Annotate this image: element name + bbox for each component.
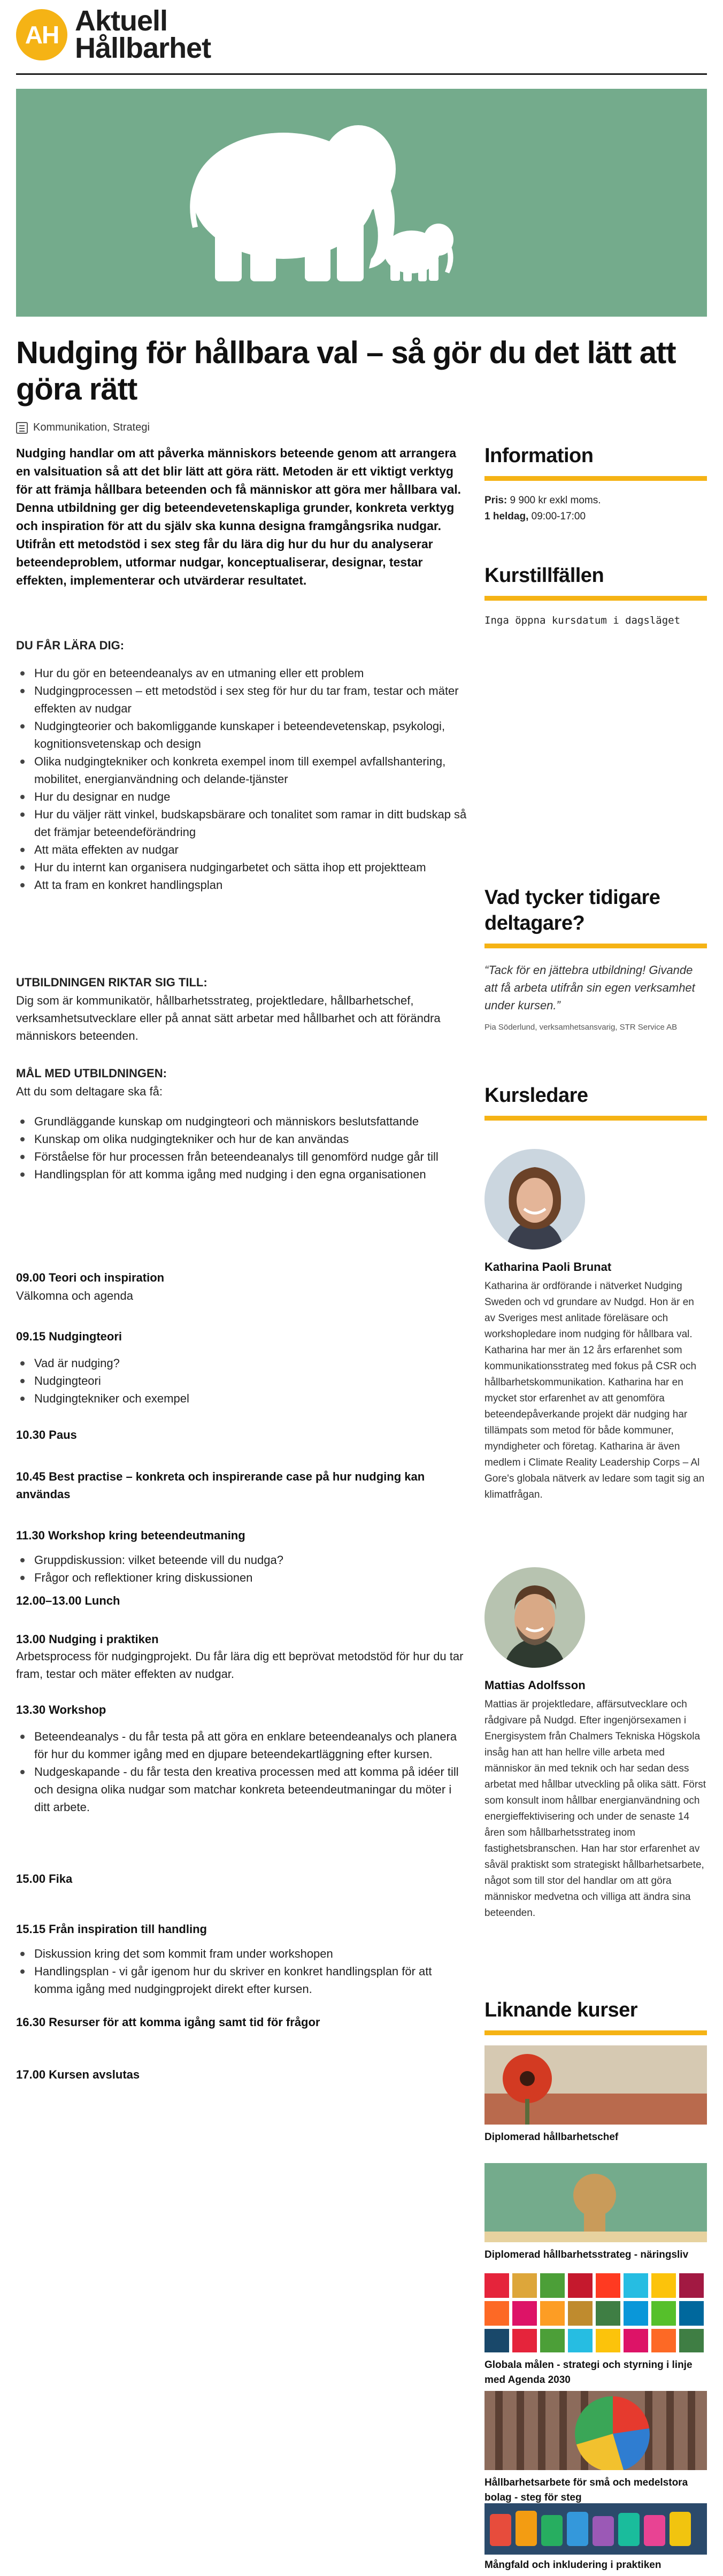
audience-heading: UTBILDNINGEN RIKTAR SIG TILL: (16, 976, 207, 989)
info-box (484, 443, 707, 525)
course-name[interactable]: Diplomerad hållbarhetschef (484, 2132, 619, 2143)
accent-bar (484, 2030, 707, 2035)
list-item: Vad är nudging? (34, 1354, 468, 1372)
list-item: Frågor och reflektioner kring diskussionen (34, 1569, 468, 1586)
course-thumbnail (484, 2273, 707, 2352)
hero-image (16, 89, 707, 317)
schedule-heading: 09.00 Teori och inspiration (16, 1271, 165, 1284)
list-item: Diskussion kring det som kommit fram under workshopen (34, 1945, 468, 1962)
course-thumbnail (484, 2391, 707, 2470)
page-title: Nudging för hållbara val – så gör du det lätt att göra rätt (16, 335, 676, 407)
list-item: Gruppdiskussion: vilket beteende vill du nudga? (34, 1551, 468, 1569)
learn-list (34, 664, 468, 894)
related-heading: Liknande kurser (484, 1999, 638, 2021)
elephants-illustration (16, 89, 707, 317)
category-links[interactable]: Kommunikation, Strategi (33, 421, 150, 433)
list-item: Hur du internt kan organisera nudgingarbetet och sätta ihop ett projektteam (34, 858, 468, 876)
schedule-heading: 15.00 Fika (16, 1872, 73, 1885)
course-thumbnail (484, 2503, 707, 2555)
list-item: Nudgingtekniker och exempel (34, 1390, 468, 1407)
dates-text: Inga öppna kursdatum i dagsläget (484, 615, 681, 626)
course-name[interactable]: Mångfald och inkludering i praktiken (484, 2559, 662, 2571)
info-heading: Information (484, 444, 594, 467)
schedule-heading: 13.30 Workshop (16, 1703, 106, 1716)
course-thumbnail (484, 2045, 707, 2125)
list-item: Beteendeanalys - du får testa på att göra en enklare beteendeanalys och planera för hur du kommer igång med en djupare beteendekartläggning efter kursen. (34, 1728, 468, 1763)
duration-line (484, 509, 707, 525)
category-tags (16, 421, 150, 434)
price-value: 9 900 kr exkl moms. (510, 495, 601, 506)
site-logo[interactable] (16, 7, 211, 63)
related-course-card[interactable] (484, 2163, 707, 2263)
avatar (484, 1567, 585, 1668)
schedule-heading: 10.30 Paus (16, 1428, 77, 1442)
review-quote: “Tack för en jättebra utbildning! Givande att få arbeta utifrån sin egen verksamhet under kursen.” (484, 963, 695, 1012)
list-item: Nudgeskapande - du får testa den kreativa processen med att komma på idéer till och designa olika nudgar som matchar konkreta beteendeutmaningar du möter i ditt arbete. (34, 1763, 468, 1816)
goals-lead: Att du som deltagare ska få: (16, 1085, 163, 1098)
list-item: Handlingsplan - vi går igenom hur du skriver en konkret handlingsplan för att komma igång med nudgingprojekt direkt efter kursen. (34, 1962, 468, 1998)
price-label: Pris: (484, 495, 507, 506)
schedule-text: Välkomna och agenda (16, 1289, 133, 1302)
teacher-name: Katharina Paoli Brunat (484, 1260, 612, 1274)
teacher-card (484, 1567, 707, 1921)
accent-bar (484, 1116, 707, 1121)
related-course-card[interactable] (484, 2391, 707, 2505)
accent-bar (484, 944, 707, 948)
big-elephant-icon (190, 125, 396, 281)
small-elephant-icon (384, 224, 453, 281)
list-item: Förståelse för hur processen från beteendeanalys till genomförd nudge går till (34, 1148, 468, 1166)
list-item: Grundläggande kunskap om nudgingteori och människors beslutsfattande (34, 1113, 468, 1130)
logo-line-1: Aktuell (75, 5, 168, 37)
teacher-bio: Katharina är ordförande i nätverket Nudging Sweden och vd grundare av Nudgd. Hon är en av Sveriges mest anlitade föreläsare och workshopledare inom nudging för hållbara val. Katharina har mer än 12 års erfarenhet som kommunikationsstrateg med fokus på CSR och hållbarhetskommunikation. Katharina har en mycket stor erfarenhet av att genomföra beteendepåverkande projekt där nudging har tillämpats som metod för både kommuner, myndigheter och företag. Katharina är även medlem i Climate Reality Leadership Corps – Al Gore's globala nätverk av ledare som tagit sig an klimatfrågan. (484, 1281, 705, 1500)
schedule-list (34, 1945, 468, 1998)
reviews-heading: Vad tycker tidigare deltagare? (484, 886, 660, 934)
schedule-list (34, 1551, 468, 1586)
schedule-text: Arbetsprocess för nudgingprojekt. Du får lära dig ett beprövat metodstöd för hur du tar fram, testar och mäter effekten av nudgar. (16, 1650, 464, 1681)
schedule-heading: 17.00 Kursen avslutas (16, 2068, 140, 2081)
review-author: Pia Söderlund, verksamhetsansvarig, STR Service AB (484, 1023, 678, 1032)
teachers-heading: Kursledare (484, 1084, 588, 1107)
schedule-heading: 16.30 Resurser för att komma igång samt tid för frågor (16, 2015, 320, 2029)
duration-value: 09:00-17:00 (531, 511, 586, 522)
related-course-card[interactable] (484, 2503, 707, 2573)
price-line (484, 493, 707, 509)
schedule-heading: 09.15 Nudgingteori (16, 1330, 122, 1343)
teacher-name: Mattias Adolfsson (484, 1678, 586, 1692)
accent-bar (484, 596, 707, 601)
schedule-heading: 12.00–13.00 Lunch (16, 1594, 120, 1607)
list-item: Olika nudgingtekniker och konkreta exempel inom till exempel avfallshantering, mobilitet, energianvändning och delande-tjänster (34, 753, 468, 788)
list-item: Nudgingteorier och bakomliggande kunskaper i beteendevetenskap, psykologi, kognitionsvetenskap och design (34, 717, 468, 753)
category-icon (16, 422, 28, 434)
list-item: Hur du designar en nudge (34, 788, 468, 806)
schedule-heading: 13.00 Nudging i praktiken (16, 1632, 159, 1646)
schedule-heading: 11.30 Workshop kring beteendeutmaning (16, 1529, 245, 1542)
goals-list (34, 1113, 468, 1183)
related-box (484, 1997, 707, 2035)
goals-heading: MÅL MED UTBILDNINGEN: (16, 1067, 167, 1080)
course-name[interactable]: Globala målen - strategi och styrning i linje med Agenda 2030 (484, 2359, 693, 2386)
course-thumbnail (484, 2163, 707, 2242)
list-item: Hur du väljer rätt vinkel, budskapsbärare och tonalitet som ramar in ditt budskap så det främjar beteendeförändring (34, 806, 468, 841)
teacher-card (484, 1149, 707, 1503)
course-name[interactable]: Hållbarhetsarbete för små och medelstora bolag - steg för steg (484, 2477, 688, 2503)
dates-heading: Kurstillfällen (484, 564, 604, 587)
course-intro: Nudging handlar om att påverka människors beteende genom att arrangera en valsituation så att det blir lätt att göra rätt. Metoden är ett viktigt verktyg för att främja hållbara beteenden och få människor att göra mer hållbara val. Denna utbildning ger dig beteendevetenskapliga grunder, konkreta verktyg och inspiration för att du själv ska kunna designa framgångsrika nudgar. Utifrån ett metodstöd i sex steg får du lära dig hur du hur du analyserar beteendeproblem, utformar nudgar, konceptualiserar, designar, testar effekten, implementerar och utvärderar resultatet. (16, 446, 462, 587)
list-item: Nudgingteori (34, 1372, 468, 1390)
site-header (16, 0, 707, 75)
related-course-card[interactable] (484, 2273, 707, 2388)
reviews-box (484, 885, 707, 1033)
audience-text: Dig som är kommunikatör, hållbarhetsstrateg, projektledare, hållbarhetschef, verksamhetsutvecklare eller på annat sätt arbetar med hållbarhet och att förändra människors beteenden. (16, 994, 441, 1042)
logo-text (75, 7, 211, 63)
list-item: Hur du gör en beteendeanalys av en utmaning eller ett problem (34, 664, 468, 682)
list-item: Nudgingprocessen – ett metodstöd i sex steg för hur du tar fram, testar och mäter effekten av nudgar (34, 682, 468, 717)
teachers-box (484, 1083, 707, 1121)
list-item: Att mäta effekten av nudgar (34, 841, 468, 858)
logo-badge: AH (16, 9, 67, 60)
teacher-bio: Mattias är projektledare, affärsutvecklare och rådgivare på Nudgd. Efter ingenjörsexamen i Energisystem från Chalmers Tekniska Högskola insåg han att han hellre ville arbeta med människor än med teknik och har sedan dess arbetat med hållbar utveckling på olika sätt. Först som konsult inom hållbar energianvändning och energieffektivisering och under de senaste 14 åren som hållbarhetsstrateg inom fastighetsbranschen. Han har stor erfarenhet av såväl praktiskt som strategiskt hållbarhetsarbete, något som till stor del handlar om att göra människor medvetna och villiga att ändra sina beteenden. (484, 1699, 706, 1919)
duration-label: 1 heldag, (484, 511, 529, 522)
list-item: Kunskap om olika nudgingtekniker och hur de kan användas (34, 1130, 468, 1148)
logo-line-2: Hållbarhet (75, 32, 211, 65)
list-item: Att ta fram en konkret handlingsplan (34, 876, 468, 894)
schedule-heading: 15.15 Från inspiration till handling (16, 1922, 207, 1936)
schedule-list (34, 1354, 468, 1407)
schedule-list (34, 1728, 468, 1816)
accent-bar (484, 476, 707, 481)
course-name[interactable]: Diplomerad hållbarhetsstrateg - näringsliv (484, 2249, 689, 2260)
dates-box (484, 563, 707, 626)
related-course-card[interactable] (484, 2045, 707, 2145)
learn-heading: DU FÅR LÄRA DIG: (16, 639, 125, 652)
schedule-heading: 10.45 Best practise – konkreta och inspirerande case på hur nudging kan användas (16, 1470, 425, 1501)
avatar (484, 1149, 585, 1249)
list-item: Handlingsplan för att komma igång med nudging i den egna organisationen (34, 1166, 468, 1183)
